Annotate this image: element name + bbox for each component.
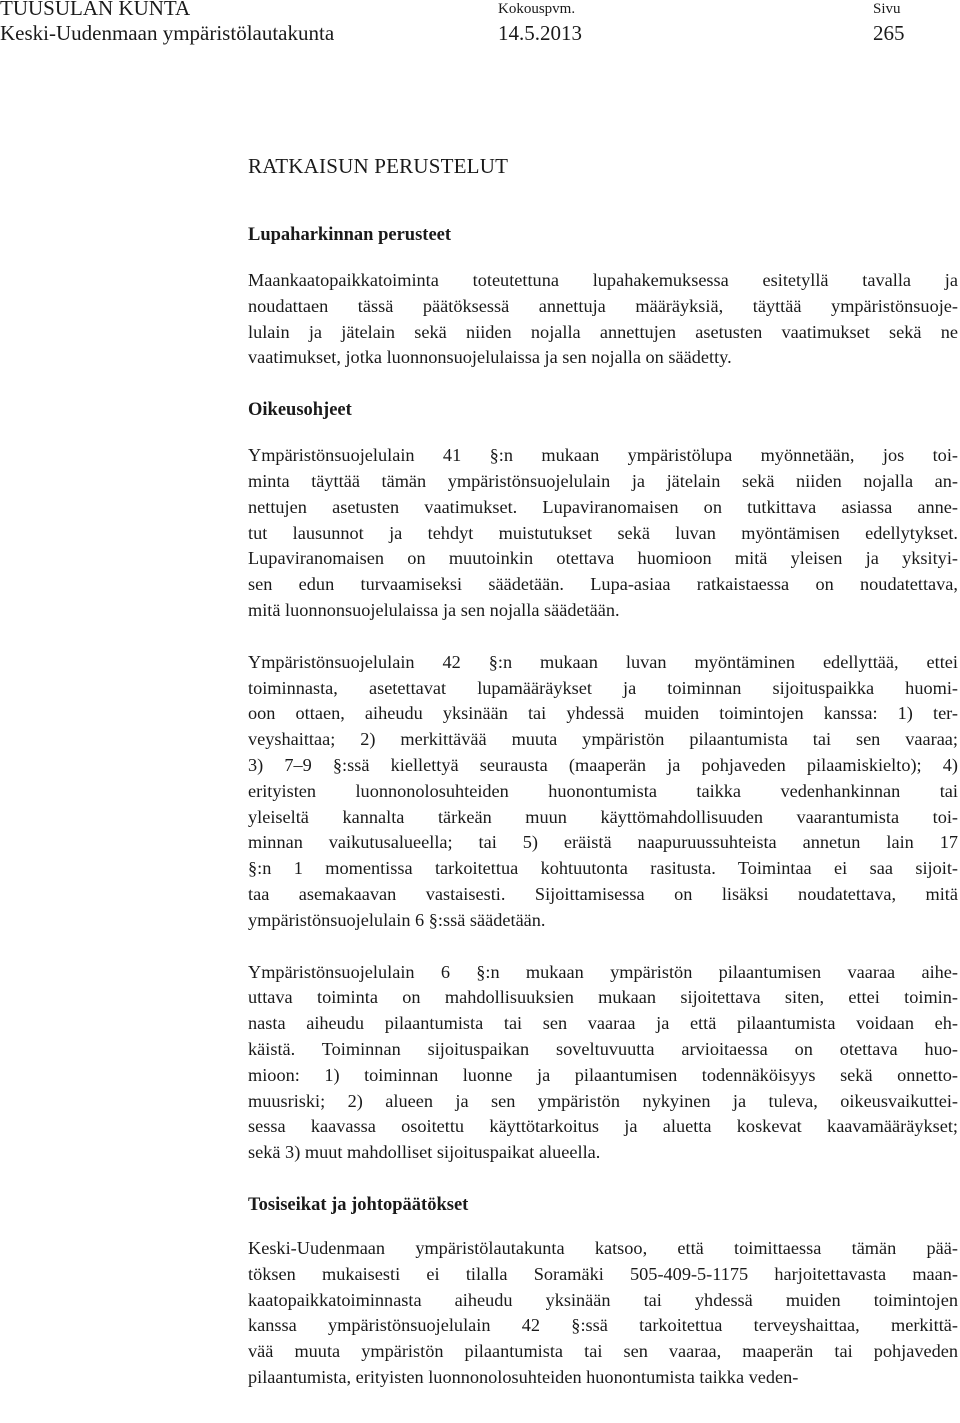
text-line: Ympäristönsuojelulain 41 §:n mukaan ympäristölupa myönnetään, jos toi- <box>248 445 958 466</box>
section-heading: Tosiseikat ja johtopäätökset <box>248 1194 469 1215</box>
text-line: Keski-Uudenmaan ympäristölautakunta katsoo, että toimittaessa tämän pää- <box>248 1237 958 1258</box>
text-line: yleiseltä kannalta tärkeän muun käyttömahdollisuuden vaarantumista toi- <box>248 806 958 827</box>
text-line: käistä. Toiminnan sijoituspaikan soveltuvuutta arvioitaessa on otettava huo- <box>248 1038 958 1059</box>
section-heading: Oikeusohjeet <box>248 400 352 421</box>
text-line: mitä luonnonsuojelulaissa ja sen nojalla säädetään. <box>248 599 620 620</box>
page-title: RATKAISUN PERUSTELUT <box>248 154 509 178</box>
text-line: minnan vaikutusalueella; tai 5) eräistä naapuruussuhteista annetun lain 17 <box>248 832 958 853</box>
text-line: vaatimukset, jotka luonnonsuojelulaissa ja sen nojalla on säädetty. <box>248 347 732 368</box>
text-line: erityisten luonnonolosuhteiden huonontumista taikka vedenhankinnan tai <box>248 780 958 801</box>
body-paragraph <box>248 268 958 371</box>
text-line: Ympäristönsuojelulain 42 §:n mukaan luvan myöntäminen edellyttää, ettei <box>248 651 958 672</box>
text-line: ympäristönsuojelulain 6 §:ssä säädetään. <box>248 909 546 930</box>
text-line: veyshaittaa; 2) merkittävää muuta ympäristön pilaantumista tai sen vaaraa; <box>248 729 958 750</box>
page-number: 265 <box>873 21 905 45</box>
text-line: mioon: 1) toiminnan luonne ja pilaantumisen todennäköisyys sekä onnetto- <box>248 1064 958 1085</box>
text-line: pilaantumista, erityisten luonnonolosuhteiden huonontumista taikka veden- <box>248 1366 799 1387</box>
section-heading: Lupaharkinnan perusteet <box>248 225 452 245</box>
body-paragraph <box>248 443 958 624</box>
text-line: sen edun turvaamiseksi säädetään. Lupa-asiaa ratkaistaessa on noudatettava, <box>248 574 958 595</box>
body-paragraph <box>248 960 958 1166</box>
text-line: Maankaatopaikkatoiminta toteutettuna lupahakemuksessa esitetyllä tavalla ja <box>248 270 958 290</box>
text-line: Ympäristönsuojelulain 6 §:n mukaan ympäristön pilaantumisen vaaraa aihe- <box>248 961 958 982</box>
board-name: Keski-Uudenmaan ympäristölautakunta <box>0 21 335 45</box>
text-line: Lupaviranomaisen on muutoinkin otettava huomioon mitä yleisen ja yksityi- <box>248 548 958 569</box>
page-label: Sivu <box>873 1 901 17</box>
body-paragraph <box>248 1236 958 1391</box>
text-line: taa asemakaavan vastaisesti. Sijoittamisessa on lisäksi noudatettava, mitä <box>248 883 958 904</box>
body-paragraph <box>248 650 958 934</box>
municipality-name: TUUSULAN KUNTA <box>0 0 191 20</box>
text-line: minta täyttää tämän ympäristönsuojelulain ja jätelain sekä niiden nojalla an- <box>248 470 958 491</box>
document-body <box>248 148 958 1417</box>
text-line: nettujen asetusten vaatimukset. Lupaviranomaisen on tutkittava asiassa anne- <box>248 496 958 517</box>
text-line: lulain ja jätelain sekä niiden nojalla annettujen asetusten vaatimukset sekä ne <box>248 321 958 342</box>
text-line: noudattaen tässä päätöksessä annettuja määräyksiä, täyttää ympäristönsuoje- <box>248 295 958 316</box>
text-line: uttava toiminta on mahdollisuuksien mukaan sijoitettava siten, ettei toimin- <box>248 987 958 1008</box>
meeting-date-label: Kokouspvm. <box>498 1 576 17</box>
meeting-date: 14.5.2013 <box>498 21 582 45</box>
text-line: tut lausunnot ja tehdyt muistutukset sekä luvan myöntämisen edellytykset. <box>248 522 958 543</box>
text-line: nasta aiheudu pilaantumista tai sen vaaraa ja että pilaantumista voidaan eh- <box>248 1013 958 1034</box>
text-line: kanssa ympäristönsuojelulain 42 §:ssä tarkoitettua terveyshaittaa, merkittä- <box>248 1315 958 1336</box>
text-line: 3) 7–9 §:ssä kiellettyä seurausta (maaperän ja pohjaveden pilaamiskielto); 4) <box>248 754 958 775</box>
text-line: töksen mukaisesti ei tilalla Soramäki 505-409-5-1175 harjoitettavasta maan- <box>248 1263 958 1284</box>
text-line: vää muuta ympäristön pilaantumista tai sen vaaraa, maaperän tai pohjaveden <box>248 1341 958 1362</box>
text-line: kaatopaikkatoiminnasta aiheudu yksinään tai yhdessä muiden toimintojen <box>248 1289 958 1310</box>
text-line: oon ottaen, aiheudu yksinään tai yhdessä muiden toimintojen kanssa: 1) ter- <box>248 703 958 724</box>
text-line: sekä 3) muut mahdolliset sijoituspaikat alueella. <box>248 1142 601 1163</box>
text-line: toiminnasta, asetettavat lupamääräykset ja toiminnan sijoituspaikka huomi- <box>248 677 958 698</box>
text-line: sessa kaavassa osoitettu käyttötarkoitus ja aluetta koskevat kaavamääräykset; <box>248 1116 958 1137</box>
text-line: §:n 1 momentissa tarkoitettua kohtuutonta rasitusta. Toimintaa ei saa sijoit- <box>248 858 958 879</box>
document-header <box>0 0 960 52</box>
text-line: muusriski; 2) alueen ja sen ympäristön nykyinen ja tuleva, oikeusvaikuttei- <box>248 1090 958 1111</box>
